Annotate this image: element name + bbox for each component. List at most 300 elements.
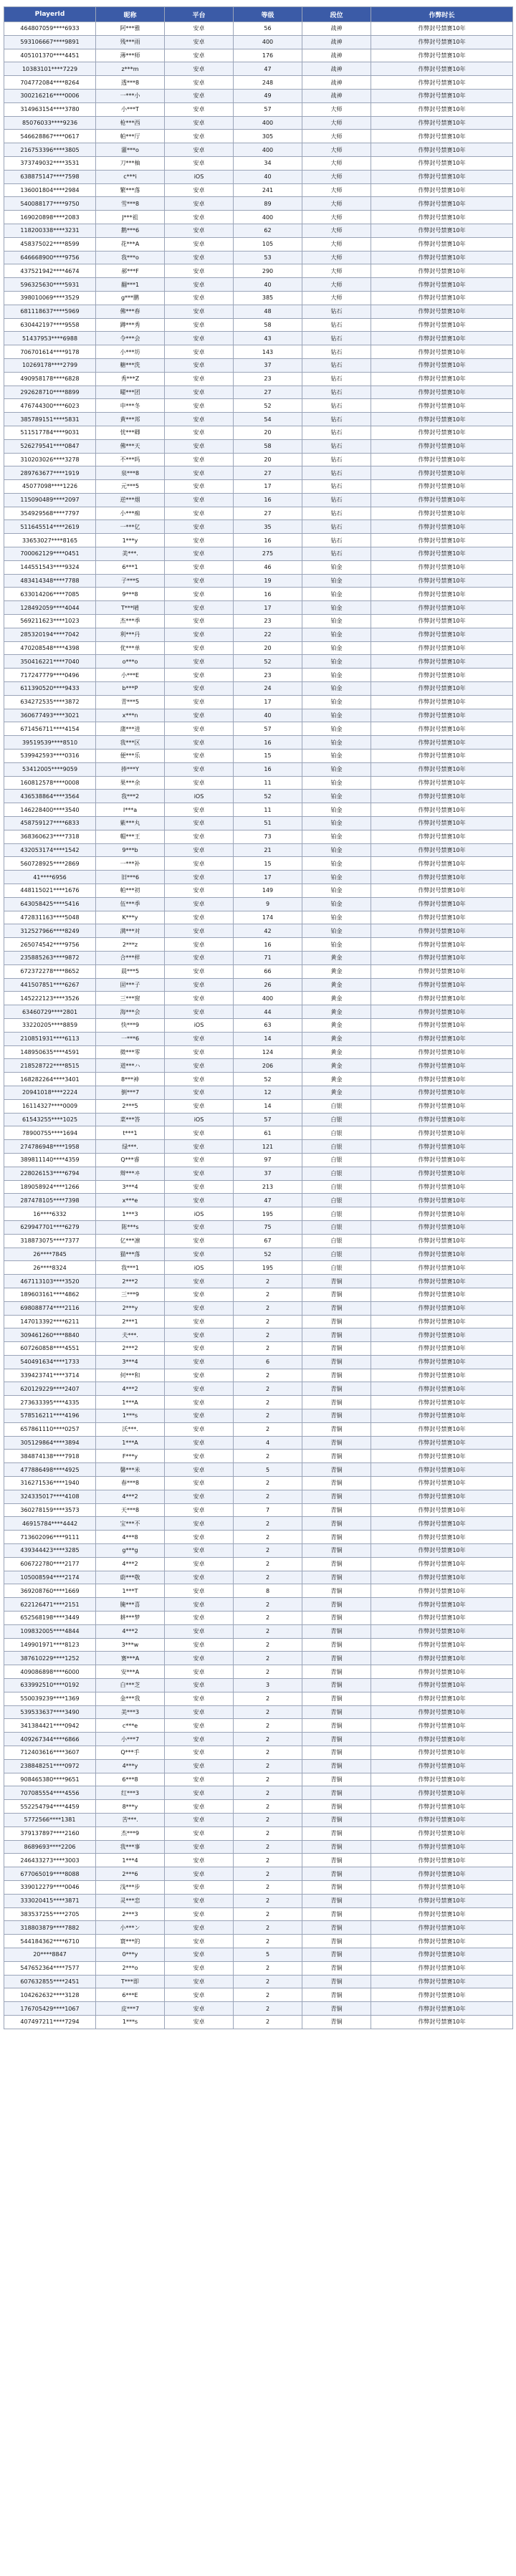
cell-player-id: 360278159****3573 [4, 1503, 96, 1517]
cell-nickname: 4***2 [96, 1382, 165, 1396]
table-row [4, 1261, 513, 1275]
cell-nickname: 耕***梦 [96, 1612, 165, 1625]
cell-rank: 钻石 [302, 466, 371, 480]
cell-player-id: 432053174****1542 [4, 843, 96, 857]
cell-platform: 安卓 [165, 1382, 234, 1396]
cell-ban-duration: 作弊封号禁赛10年 [371, 224, 513, 237]
table-row [4, 116, 513, 130]
cell-player-id: 539942593****0316 [4, 750, 96, 763]
cell-platform: 安卓 [165, 615, 234, 628]
table-row [4, 399, 513, 413]
cell-rank: 黄金 [302, 1059, 371, 1073]
cell-level: 20 [234, 453, 302, 466]
cell-level: 241 [234, 183, 302, 197]
cell-nickname: 秀***Z [96, 372, 165, 386]
cell-platform: 安卓 [165, 1248, 234, 1261]
cell-rank: 青铜 [302, 1665, 371, 1679]
cell-ban-duration: 作弊封号禁赛10年 [371, 1396, 513, 1409]
cell-rank: 青铜 [302, 1705, 371, 1719]
cell-player-id: 287478105****7398 [4, 1194, 96, 1207]
cell-rank: 青铜 [302, 1557, 371, 1571]
cell-nickname: 6***E [96, 1988, 165, 2002]
cell-level: 63 [234, 1018, 302, 1032]
cell-level: 2 [234, 1854, 302, 1867]
cell-level: 6 [234, 1355, 302, 1369]
cell-platform: 安卓 [165, 1584, 234, 1598]
cell-nickname: J***祖 [96, 211, 165, 224]
cell-rank: 青铜 [302, 1975, 371, 1988]
cell-level: 37 [234, 358, 302, 372]
cell-player-id: 10269178****2799 [4, 358, 96, 372]
cell-platform: 安卓 [165, 2015, 234, 2029]
cell-nickname: 我***o [96, 251, 165, 264]
cell-nickname: 三***窗 [96, 992, 165, 1005]
cell-rank: 钻石 [302, 480, 371, 494]
cell-level: 121 [234, 1140, 302, 1154]
cell-platform: 安卓 [165, 439, 234, 453]
cell-nickname: T***即 [96, 1975, 165, 1988]
cell-nickname: 沃***. [96, 1422, 165, 1436]
cell-player-id: 470208548****4398 [4, 641, 96, 655]
cell-platform: 安卓 [165, 534, 234, 547]
cell-nickname: 固***子 [96, 978, 165, 992]
cell-rank: 钻石 [302, 372, 371, 386]
cell-rank: 钻石 [302, 413, 371, 426]
table-row [4, 1167, 513, 1180]
cell-player-id: 490958178****6828 [4, 372, 96, 386]
header-nickname: 昵称 [96, 7, 165, 22]
table-row [4, 534, 513, 547]
cell-platform: 安卓 [165, 1450, 234, 1463]
table-row [4, 413, 513, 426]
cell-nickname: c***i [96, 170, 165, 183]
table-row [4, 156, 513, 170]
cell-nickname: 郝***F [96, 264, 165, 278]
cell-platform: 安卓 [165, 1369, 234, 1382]
cell-platform: 安卓 [165, 1907, 234, 1921]
cell-nickname: 薄***师 [96, 49, 165, 62]
cell-level: 24 [234, 682, 302, 696]
cell-nickname: 灵***恋 [96, 1894, 165, 1907]
cell-player-id: 511645514****2619 [4, 520, 96, 534]
cell-platform: 安卓 [165, 1180, 234, 1194]
cell-player-id: 547652364****7577 [4, 1961, 96, 1975]
table-row [4, 1045, 513, 1059]
cell-rank: 铂金 [302, 588, 371, 601]
cell-level: 248 [234, 76, 302, 90]
cell-player-id: 409267344****6866 [4, 1733, 96, 1746]
table-row [4, 1073, 513, 1086]
cell-level: 57 [234, 722, 302, 736]
cell-player-id: 136001804****2984 [4, 183, 96, 197]
cell-level: 2 [234, 1988, 302, 2002]
cell-nickname: 捧***Y [96, 762, 165, 776]
cell-level: 2 [234, 1733, 302, 1746]
cell-player-id: 467113103****3520 [4, 1275, 96, 1288]
cell-nickname: 刀***柚 [96, 156, 165, 170]
cell-nickname: 我***事 [96, 1840, 165, 1854]
cell-ban-duration: 作弊封号禁赛10年 [371, 76, 513, 90]
table-row [4, 615, 513, 628]
cell-player-id: 652568198****3449 [4, 1612, 96, 1625]
cell-rank: 黄金 [302, 978, 371, 992]
cell-player-id: 439344423****3285 [4, 1544, 96, 1558]
cell-level: 16 [234, 736, 302, 750]
cell-platform: 安卓 [165, 1328, 234, 1342]
cell-player-id: 41****6956 [4, 871, 96, 884]
table-row [4, 1571, 513, 1584]
table-row [4, 1503, 513, 1517]
cell-nickname: 安***A [96, 1665, 165, 1679]
cell-level: 2 [234, 1894, 302, 1907]
cell-level: 58 [234, 318, 302, 332]
cell-nickname: 寰***的 [96, 1935, 165, 1948]
cell-ban-duration: 作弊封号禁赛10年 [371, 1786, 513, 1800]
cell-ban-duration: 作弊封号禁赛10年 [371, 1073, 513, 1086]
cell-player-id: 189058924****1266 [4, 1180, 96, 1194]
cell-level: 37 [234, 1167, 302, 1180]
cell-ban-duration: 作弊封号禁赛10年 [371, 62, 513, 76]
table-row [4, 1477, 513, 1490]
cell-ban-duration: 作弊封号禁赛10年 [371, 1018, 513, 1032]
cell-nickname: Q***手 [96, 1746, 165, 1760]
cell-ban-duration: 作弊封号禁赛10年 [371, 897, 513, 911]
cell-rank: 铂金 [302, 830, 371, 843]
cell-rank: 大师 [302, 264, 371, 278]
cell-ban-duration: 作弊封号禁赛10年 [371, 951, 513, 964]
cell-platform: 安卓 [165, 507, 234, 520]
cell-rank: 黄金 [302, 1086, 371, 1099]
cell-player-id: 606722780****2177 [4, 1557, 96, 1571]
cell-nickname: 鹅***6 [96, 224, 165, 237]
cell-player-id: 104262632****3128 [4, 1988, 96, 2002]
cell-player-id: 389811140****4359 [4, 1153, 96, 1167]
table-row [4, 1854, 513, 1867]
cell-nickname: 优***单 [96, 641, 165, 655]
cell-player-id: 118200338****3231 [4, 224, 96, 237]
table-row [4, 1813, 513, 1826]
cell-level: 2 [234, 1880, 302, 1894]
cell-nickname: 曜***团 [96, 386, 165, 399]
cell-platform: 安卓 [165, 130, 234, 143]
table-row [4, 49, 513, 62]
cell-level: 2 [234, 1315, 302, 1328]
cell-platform: 安卓 [165, 1854, 234, 1867]
cell-platform: 安卓 [165, 762, 234, 776]
cell-ban-duration: 作弊封号禁赛10年 [371, 628, 513, 641]
cell-player-id: 144551543****9324 [4, 560, 96, 574]
cell-platform: 安卓 [165, 62, 234, 76]
cell-player-id: 593106667****9891 [4, 35, 96, 49]
cell-platform: 安卓 [165, 264, 234, 278]
cell-rank: 铂金 [302, 628, 371, 641]
cell-platform: iOS [165, 1018, 234, 1032]
cell-rank: 黄金 [302, 1005, 371, 1019]
cell-rank: 青铜 [302, 1275, 371, 1288]
cell-nickname: 紫***丸 [96, 817, 165, 830]
cell-level: 2 [234, 1409, 302, 1423]
table-row [4, 1396, 513, 1409]
cell-level: 143 [234, 345, 302, 359]
table-row [4, 1826, 513, 1840]
cell-rank: 钻石 [302, 439, 371, 453]
cell-ban-duration: 作弊封号禁赛10年 [371, 830, 513, 843]
cell-level: 290 [234, 264, 302, 278]
cell-rank: 青铜 [302, 2015, 371, 2029]
table-row [4, 669, 513, 682]
cell-nickname: 1***A [96, 1436, 165, 1450]
cell-level: 400 [234, 35, 302, 49]
cell-platform: 安卓 [165, 588, 234, 601]
cell-player-id: 146228400****3540 [4, 803, 96, 817]
cell-platform: 安卓 [165, 1746, 234, 1760]
cell-platform: 安卓 [165, 1005, 234, 1019]
cell-rank: 黄金 [302, 964, 371, 978]
cell-level: 16 [234, 938, 302, 952]
cell-platform: 安卓 [165, 291, 234, 305]
cell-level: 2 [234, 1490, 302, 1503]
cell-rank: 青铜 [302, 1624, 371, 1638]
cell-rank: 大师 [302, 102, 371, 116]
cell-player-id: 10383101****7229 [4, 62, 96, 76]
cell-platform: 安卓 [165, 1665, 234, 1679]
cell-rank: 战神 [302, 49, 371, 62]
cell-rank: 青铜 [302, 1544, 371, 1558]
cell-player-id: 477886498****4925 [4, 1463, 96, 1477]
cell-level: 2 [234, 1921, 302, 1935]
cell-player-id: 20****8847 [4, 1948, 96, 1961]
cell-ban-duration: 作弊封号禁赛10年 [371, 1733, 513, 1746]
cell-player-id: 448115021****1676 [4, 884, 96, 898]
cell-ban-duration: 作弊封号禁赛10年 [371, 1194, 513, 1207]
cell-player-id: 607632855****2451 [4, 1975, 96, 1988]
cell-ban-duration: 作弊封号禁赛10年 [371, 871, 513, 884]
cell-platform: 安卓 [165, 1126, 234, 1140]
cell-rank: 青铜 [302, 1894, 371, 1907]
table-row [4, 305, 513, 318]
cell-player-id: 713602096****9111 [4, 1531, 96, 1544]
table-row [4, 1450, 513, 1463]
cell-platform: 安卓 [165, 197, 234, 211]
cell-level: 58 [234, 439, 302, 453]
table-row [4, 601, 513, 615]
cell-rank: 铂金 [302, 655, 371, 669]
cell-nickname: 倒***7 [96, 1086, 165, 1099]
cell-rank: 青铜 [302, 1382, 371, 1396]
cell-platform: 安卓 [165, 318, 234, 332]
cell-platform: 安卓 [165, 1692, 234, 1705]
cell-platform: 安卓 [165, 1571, 234, 1584]
table-row [4, 1840, 513, 1854]
cell-rank: 青铜 [302, 1733, 371, 1746]
cell-level: 2 [234, 1773, 302, 1786]
table-row [4, 830, 513, 843]
cell-rank: 青铜 [302, 1786, 371, 1800]
cell-player-id: 526279541****0847 [4, 439, 96, 453]
table-row [4, 750, 513, 763]
cell-platform: 安卓 [165, 1679, 234, 1692]
cell-player-id: 569211623****1023 [4, 615, 96, 628]
cell-rank: 钻石 [302, 426, 371, 439]
cell-platform: 安卓 [165, 183, 234, 197]
cell-ban-duration: 作弊封号禁赛10年 [371, 857, 513, 871]
cell-platform: 安卓 [165, 1935, 234, 1948]
cell-nickname: 4***2 [96, 1490, 165, 1503]
cell-rank: 白银 [302, 1126, 371, 1140]
table-row [4, 951, 513, 964]
cell-player-id: 707085554****4556 [4, 1786, 96, 1800]
cell-platform: 安卓 [165, 1733, 234, 1746]
cell-rank: 白银 [302, 1113, 371, 1126]
table-row [4, 722, 513, 736]
cell-player-id: 552254794****4459 [4, 1800, 96, 1814]
table-row [4, 1490, 513, 1503]
cell-platform: iOS [165, 1113, 234, 1126]
cell-level: 2 [234, 1531, 302, 1544]
table-row [4, 1382, 513, 1396]
cell-nickname: 小***T [96, 102, 165, 116]
cell-player-id: 539533637****3490 [4, 1705, 96, 1719]
table-row [4, 1800, 513, 1814]
cell-platform: 安卓 [165, 278, 234, 292]
cell-level: 48 [234, 305, 302, 318]
cell-nickname: 糖***洗 [96, 358, 165, 372]
cell-rank: 青铜 [302, 1396, 371, 1409]
cell-nickname: 何***和 [96, 1369, 165, 1382]
cell-level: 56 [234, 22, 302, 36]
cell-platform: 安卓 [165, 1045, 234, 1059]
cell-level: 17 [234, 695, 302, 709]
cell-ban-duration: 作弊封号禁赛10年 [371, 1907, 513, 1921]
cell-ban-duration: 作弊封号禁赛10年 [371, 924, 513, 938]
cell-ban-duration: 作弊封号禁赛10年 [371, 1531, 513, 1544]
cell-player-id: 109832005****4844 [4, 1624, 96, 1638]
cell-ban-duration: 作弊封号禁赛10年 [371, 803, 513, 817]
cell-level: 2 [234, 1705, 302, 1719]
cell-nickname: 蒲***进 [96, 722, 165, 736]
cell-platform: 安卓 [165, 251, 234, 264]
cell-rank: 白银 [302, 1180, 371, 1194]
cell-player-id: 115090489****2097 [4, 493, 96, 507]
cell-level: 9 [234, 897, 302, 911]
cell-level: 206 [234, 1059, 302, 1073]
table-row [4, 1624, 513, 1638]
cell-ban-duration: 作弊封号禁赛10年 [371, 1894, 513, 1907]
cell-player-id: 78900755****1694 [4, 1126, 96, 1140]
cell-level: 2 [234, 1746, 302, 1760]
cell-rank: 钻石 [302, 332, 371, 345]
cell-player-id: 437521942****4674 [4, 264, 96, 278]
cell-player-id: 681118637****5969 [4, 305, 96, 318]
cell-player-id: 383537255****2705 [4, 1907, 96, 1921]
cell-nickname: 红***3 [96, 1786, 165, 1800]
cell-level: 66 [234, 964, 302, 978]
cell-level: 52 [234, 655, 302, 669]
cell-rank: 铂金 [302, 884, 371, 898]
cell-player-id: 26****8324 [4, 1261, 96, 1275]
cell-level: 2 [234, 1961, 302, 1975]
cell-level: 3 [234, 1679, 302, 1692]
cell-nickname: 1***s [96, 1409, 165, 1423]
cell-level: 43 [234, 332, 302, 345]
cell-ban-duration: 作弊封号禁赛10年 [371, 736, 513, 750]
table-row [4, 762, 513, 776]
cell-platform: 安卓 [165, 709, 234, 722]
cell-player-id: 33220205****8859 [4, 1018, 96, 1032]
cell-player-id: 210851931****6113 [4, 1032, 96, 1045]
cell-platform: 安卓 [165, 1220, 234, 1234]
cell-ban-duration: 作弊封号禁赛10年 [371, 426, 513, 439]
cell-rank: 战神 [302, 22, 371, 36]
cell-nickname: 蔚***敬 [96, 1571, 165, 1584]
table-row [4, 938, 513, 952]
cell-platform: 安卓 [165, 1840, 234, 1854]
cell-rank: 铂金 [302, 641, 371, 655]
cell-rank: 青铜 [302, 1746, 371, 1760]
table-row [4, 1207, 513, 1221]
cell-platform: 安卓 [165, 1490, 234, 1503]
cell-nickname: 利***丹 [96, 628, 165, 641]
cell-rank: 钻石 [302, 399, 371, 413]
cell-player-id: 643058425****5416 [4, 897, 96, 911]
header-ban-duration: 作弊时长 [371, 7, 513, 22]
cell-player-id: 63460729****2801 [4, 1005, 96, 1019]
cell-player-id: 51437953****6988 [4, 332, 96, 345]
cell-rank: 白银 [302, 1220, 371, 1234]
cell-player-id: 700062129****0451 [4, 547, 96, 561]
cell-ban-duration: 作弊封号禁赛10年 [371, 1571, 513, 1584]
cell-rank: 铂金 [302, 574, 371, 588]
cell-ban-duration: 作弊封号禁赛10年 [371, 1624, 513, 1638]
cell-player-id: 550039239****1369 [4, 1692, 96, 1705]
cell-nickname: 元***5 [96, 480, 165, 494]
cell-nickname: g***g [96, 1544, 165, 1558]
cell-level: 5 [234, 1463, 302, 1477]
cell-ban-duration: 作弊封号禁赛10年 [371, 1126, 513, 1140]
cell-platform: 安卓 [165, 305, 234, 318]
cell-ban-duration: 作弊封号禁赛10年 [371, 453, 513, 466]
cell-platform: 安卓 [165, 951, 234, 964]
cell-nickname: 我***区 [96, 736, 165, 750]
cell-nickname: 天***8 [96, 1503, 165, 1517]
cell-rank: 白银 [302, 1248, 371, 1261]
table-row [4, 2015, 513, 2029]
cell-level: 2 [234, 1544, 302, 1558]
cell-platform: 安卓 [165, 1396, 234, 1409]
cell-rank: 铂金 [302, 776, 371, 790]
cell-rank: 大师 [302, 143, 371, 157]
cell-player-id: 546628867****0617 [4, 130, 96, 143]
cell-ban-duration: 作弊封号禁赛10年 [371, 318, 513, 332]
table-row [4, 453, 513, 466]
cell-rank: 青铜 [302, 1288, 371, 1301]
table-row [4, 197, 513, 211]
cell-player-id: 148950635****4591 [4, 1045, 96, 1059]
cell-rank: 青铜 [302, 1840, 371, 1854]
cell-level: 2 [234, 1422, 302, 1436]
cell-nickname: 菜***答 [96, 1113, 165, 1126]
cell-player-id: 373749032****3531 [4, 156, 96, 170]
cell-platform: 安卓 [165, 964, 234, 978]
cell-platform: 安卓 [165, 722, 234, 736]
cell-player-id: 384874138****7918 [4, 1450, 96, 1463]
cell-level: 8 [234, 1584, 302, 1598]
cell-level: 195 [234, 1207, 302, 1221]
cell-level: 2 [234, 1665, 302, 1679]
cell-level: 22 [234, 628, 302, 641]
cell-player-id: 246433273****3003 [4, 1854, 96, 1867]
cell-player-id: 620129229****2407 [4, 1382, 96, 1396]
